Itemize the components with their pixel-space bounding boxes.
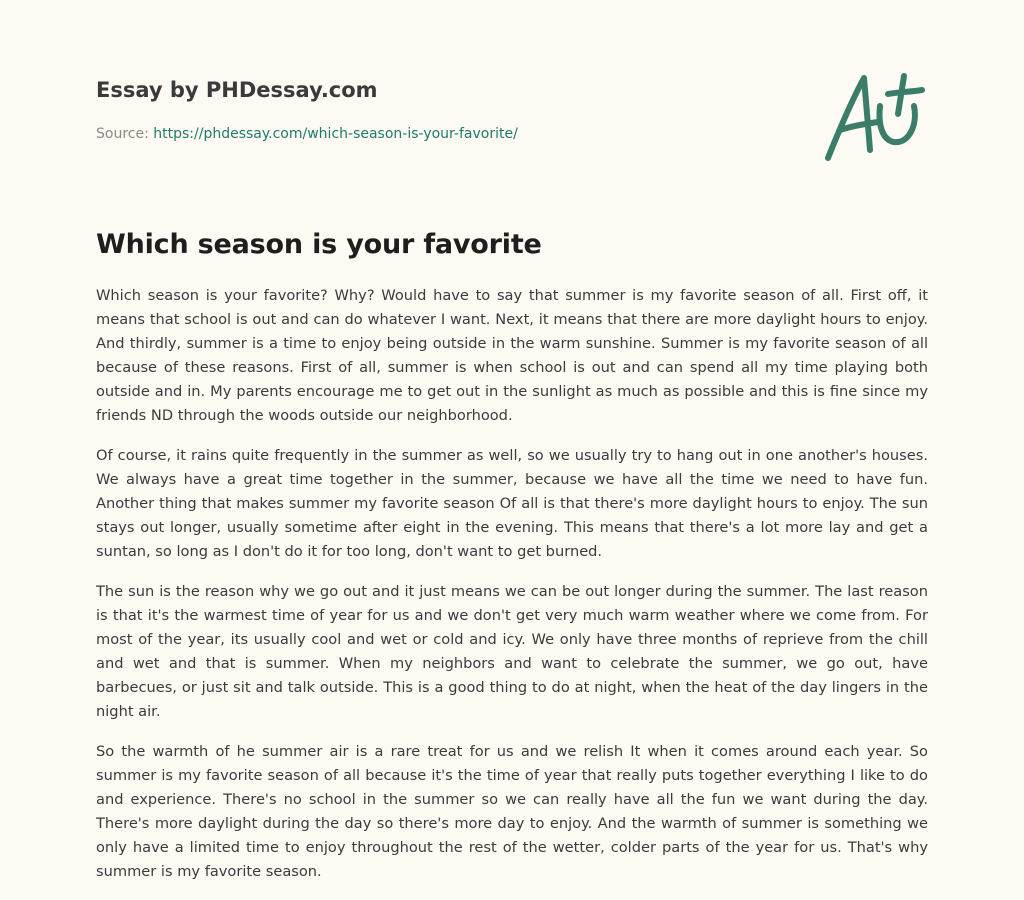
essay-body [96, 284, 928, 900]
essay-title: Which season is your favorite [96, 229, 542, 260]
essay-paragraph: Of course, it rains quite frequently in the summer as well, so we usually try to hang out in one another's houses. We always have a great time together in the summer, because we have all the time we need to have fun. Another thing that makes summer my favorite season Of all is that there's more daylight hours to enjoy. The sun stays out longer, usually sometime after eight in the evening. This means that there's a lot more lay and get a suntan, so long as I don't do it for too long, don't want to get burned. [96, 447, 928, 560]
essay-paragraph: So the warmth of he summer air is a rare treat for us and we relish It when it comes around each year. So summer is my favorite season of all because it's the time of year that really puts together everything I like to do and experience. There's no school in the summer so we can really have all the fun we want during the day. There's more daylight during the day so there's more day to enjoy. And the warmth of summer is something we only have a limited time to enjoy throughout the rest of the wetter, colder parts of the year for us. That's why summer is my favorite season. [96, 743, 928, 880]
source-link[interactable]: https://phdessay.com/which-season-is-your-favorite/ [153, 126, 518, 142]
a-plus-grade-icon [818, 66, 928, 166]
page-header [96, 76, 796, 144]
essay-paragraph: The sun is the reason why we go out and it just means we can be out longer during the summer. The last reason is that it's the warmest time of year for us and we don't get very much warm weather where we come from. For most of the year, its usually cool and wet or cold and icy. We only have three months of reprieve from the chill and wet and that is summer. When my neighbors and want to celebrate the summer, we go out, have barbecues, or just sit and talk outside. This is a good thing to do at night, when the heat of the day lingers in the night air. [96, 583, 928, 720]
site-brand: Essay by PHDessay.com [96, 78, 378, 102]
essay-paragraph: Which season is your favorite? Why? Would have to say that summer is my favorite season of all. First off, it means that school is out and can do whatever I want. Next, it means that there are more daylight hours to enjoy. And thirdly, summer is a time to enjoy being outside in the warm sunshine. Summer is my favorite season of all because of these reasons. First of all, summer is when school is out and can spend all my time playing both outside and in. My parents encourage me to get out in the sunlight as much as possible and this is fine since my friends ND through the woods outside our neighborhood. [96, 287, 928, 424]
source-label: Source: [96, 126, 149, 142]
source-line [96, 124, 796, 144]
